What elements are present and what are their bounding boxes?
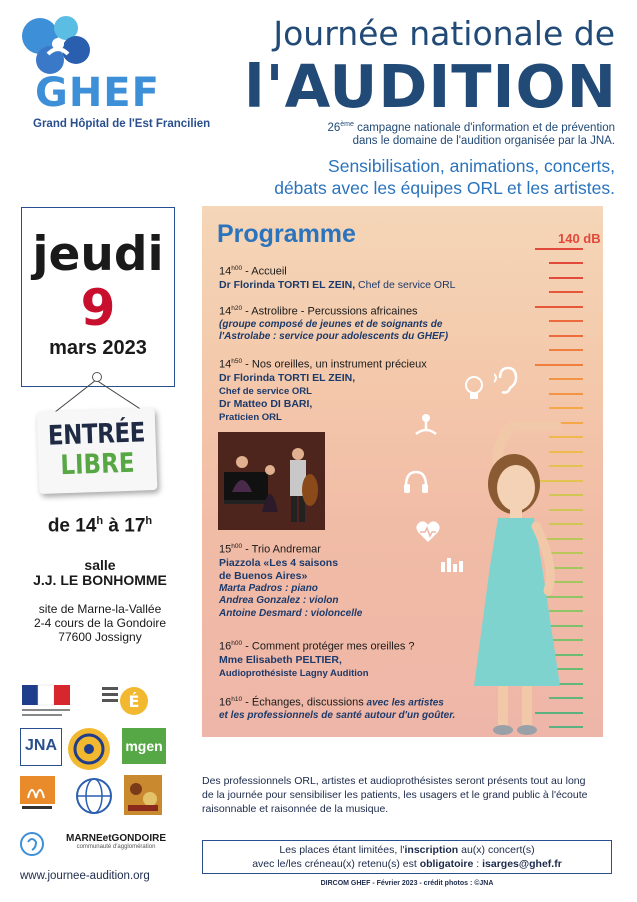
item5-min: h00 [231,640,243,647]
svg-text:É: É [128,692,140,711]
artwork-logo [124,775,162,815]
lagny-audition-logo [20,776,55,812]
programme-item-4 [219,540,479,620]
trio-andremar-photo [218,432,325,530]
item4-musician3: Antoine Desmard : violoncelle [219,607,363,619]
date-number: 9 [80,279,116,337]
gauge-bar [549,262,583,264]
venue-address [20,602,180,644]
info-paragraph-line3: raisonnable et raisonnée de la musique. [202,803,389,815]
reg-text-c: au(x) concert(s) [458,844,535,856]
item4-musician1: Marta Padros : piano [219,582,318,594]
headphones-icon [402,468,430,496]
title-line1: Journée nationale de [273,14,615,53]
item3-role1: Chef de service ORL [219,385,312,397]
gauge-bar [549,335,583,337]
item1-hour: 14 [219,265,232,278]
ministere-education-logo [100,683,152,719]
date-box [21,207,175,387]
subtitle-ordinal-suffix: ème [340,121,354,128]
reg-text-f: : [473,858,483,870]
ear-circle-logo [20,832,44,858]
campaign-subtitle [255,118,615,148]
reg-text-e: obligatoire [419,858,474,870]
rotary-logo [68,728,110,770]
item3-hour: 14 [219,358,232,371]
programme-item-1 [219,262,479,292]
gauge-bar [535,306,583,308]
sign-line2: LIBRE [59,447,135,482]
marne-gondoire-logo [62,833,170,863]
item4-musician2: Andrea Gonzalez : violon [219,595,339,607]
gauge-bar [549,277,583,279]
address-line1: site de Marne-la-Vallée [38,602,162,616]
gauge-bar [535,248,583,250]
subtitle-line1: campagne nationale d'information et de prévention [353,121,615,134]
mgen-logo: mgen [122,728,166,764]
item3-role2: Praticien ORL [219,411,282,423]
info-paragraph [202,774,612,816]
tagline-line1: Sensibilisation, animations, concerts, [328,156,615,176]
gauge-bar [535,364,583,366]
item4-title: - Trio Andremar [242,543,321,556]
reg-text-b: inscription [404,844,459,856]
info-paragraph-line1: Des professionnels ORL, artistes et audioprothésistes seront présents tout au long [202,775,586,787]
jna-logo-text: JNA [24,737,57,754]
item2-min: h20 [231,305,243,312]
event-time [20,515,180,537]
gauge-bar [549,320,583,322]
item6-desc: et les professionnels de santé autour d'un goûter. [219,710,456,722]
sign-nail-icon [92,372,102,382]
jna-logo [20,728,62,766]
item5-hour: 16 [219,640,232,653]
item2-desc-line1: (groupe composé de jeunes et de soignants de [219,318,443,330]
reg-text-a: Les places étant limitées, l' [279,844,405,856]
sign-line1: ENTRÉE [47,417,146,452]
item1-title: - Accueil [242,265,287,278]
title-line2: l'AUDITION [244,52,617,121]
item4-piece-line1: Piazzola «Les 4 saisons [219,556,339,569]
entry-free-sign [37,408,158,494]
item6-title-italic: avec les artistes [363,697,444,709]
item6-min: h10 [231,696,243,703]
item4-piece-line2: de Buenos Aires» [219,569,308,582]
item4-hour: 15 [219,543,232,556]
item5-speaker: Mme Elisabeth PELTIER, [219,653,342,666]
info-paragraph-line2: de la journée pour sensibiliser les patients, les usagers et le grand public à l'écoute [202,789,588,801]
time-h1: h [96,515,104,527]
gauge-bar [549,393,583,395]
item3-title: - Nos oreilles, un instrument précieux [242,358,427,371]
time-prefix: de 14 [47,515,97,537]
registration-box [202,840,612,874]
tagline-line2: débats avec les équipes ORL et les artistes. [274,178,615,198]
item5-role: Audioprothésiste Lagny Audition [219,667,369,679]
item5-title: - Comment protéger mes oreilles ? [242,640,415,653]
gauge-bar [549,349,583,351]
website-link[interactable]: www.journee-audition.org [20,870,150,882]
programme-item-6 [219,693,519,723]
subtitle-line2: dans le domaine de l'audition organisée par la JNA. [352,134,615,147]
programme-title: Programme [217,220,356,248]
marne-gondoire-sub: communauté d'agglomération [76,844,156,850]
item4-min: h00 [231,543,243,550]
item6-hour: 16 [219,696,232,709]
republique-francaise-logo [20,683,75,723]
address-line3: 77600 Jossigny [58,630,142,644]
photo-credit: DIRCOM GHEF - Février 2023 - crédit photos : ©JNA [320,880,494,887]
item6-title: - Échanges, discussions [242,696,364,709]
programme-item-5 [219,637,479,680]
address-line2: 2-4 cours de la Gondoire [33,616,167,630]
venue-name: J.J. LE BONHOMME [33,572,167,588]
global-compact-logo [72,776,116,816]
marne-gondoire-text: MARNEetGONDOIRE [65,833,166,844]
programme-item-2 [219,302,479,344]
item3-min: h50 [231,358,243,365]
item2-hour: 14 [219,305,232,318]
reg-text-d: avec le/les créneau(x) retenu(s) est [252,858,420,870]
item3-speaker2: Dr Matteo DI BARI, [219,397,313,410]
venue-label: salle [84,557,116,573]
gauge-bar [549,378,583,380]
item3-speaker1: Dr Florinda TORTI EL ZEIN, [219,371,356,384]
date-day: jeudi [32,227,164,282]
gauge-bar [549,291,583,293]
ghef-logo-text: GHEF [35,70,160,116]
gauge-bar [549,407,583,409]
item2-desc-line2: l'Astrolabe : service pour adolescents du GHEF) [219,331,449,343]
subtitle-ordinal: 26 [327,121,341,134]
item1-speaker: Dr Florinda TORTI EL ZEIN, [219,278,356,291]
item1-role: Chef de service ORL [355,278,456,291]
date-month: mars 2023 [49,337,147,359]
ghef-logo-subtitle: Grand Hôpital de l'Est Francilien [33,118,211,130]
time-h2: h [145,515,153,527]
tagline [175,155,615,199]
gauge-label-140db: 140 dB [558,231,601,246]
ear-icon [494,366,520,396]
registration-email-link[interactable]: isarges@ghef.fr [482,858,562,870]
item2-title: - Astrolibre - Percussions africaines [242,305,418,318]
time-mid: à 17 [103,515,146,537]
item1-min: h00 [231,265,243,272]
programme-item-3 [219,355,479,424]
